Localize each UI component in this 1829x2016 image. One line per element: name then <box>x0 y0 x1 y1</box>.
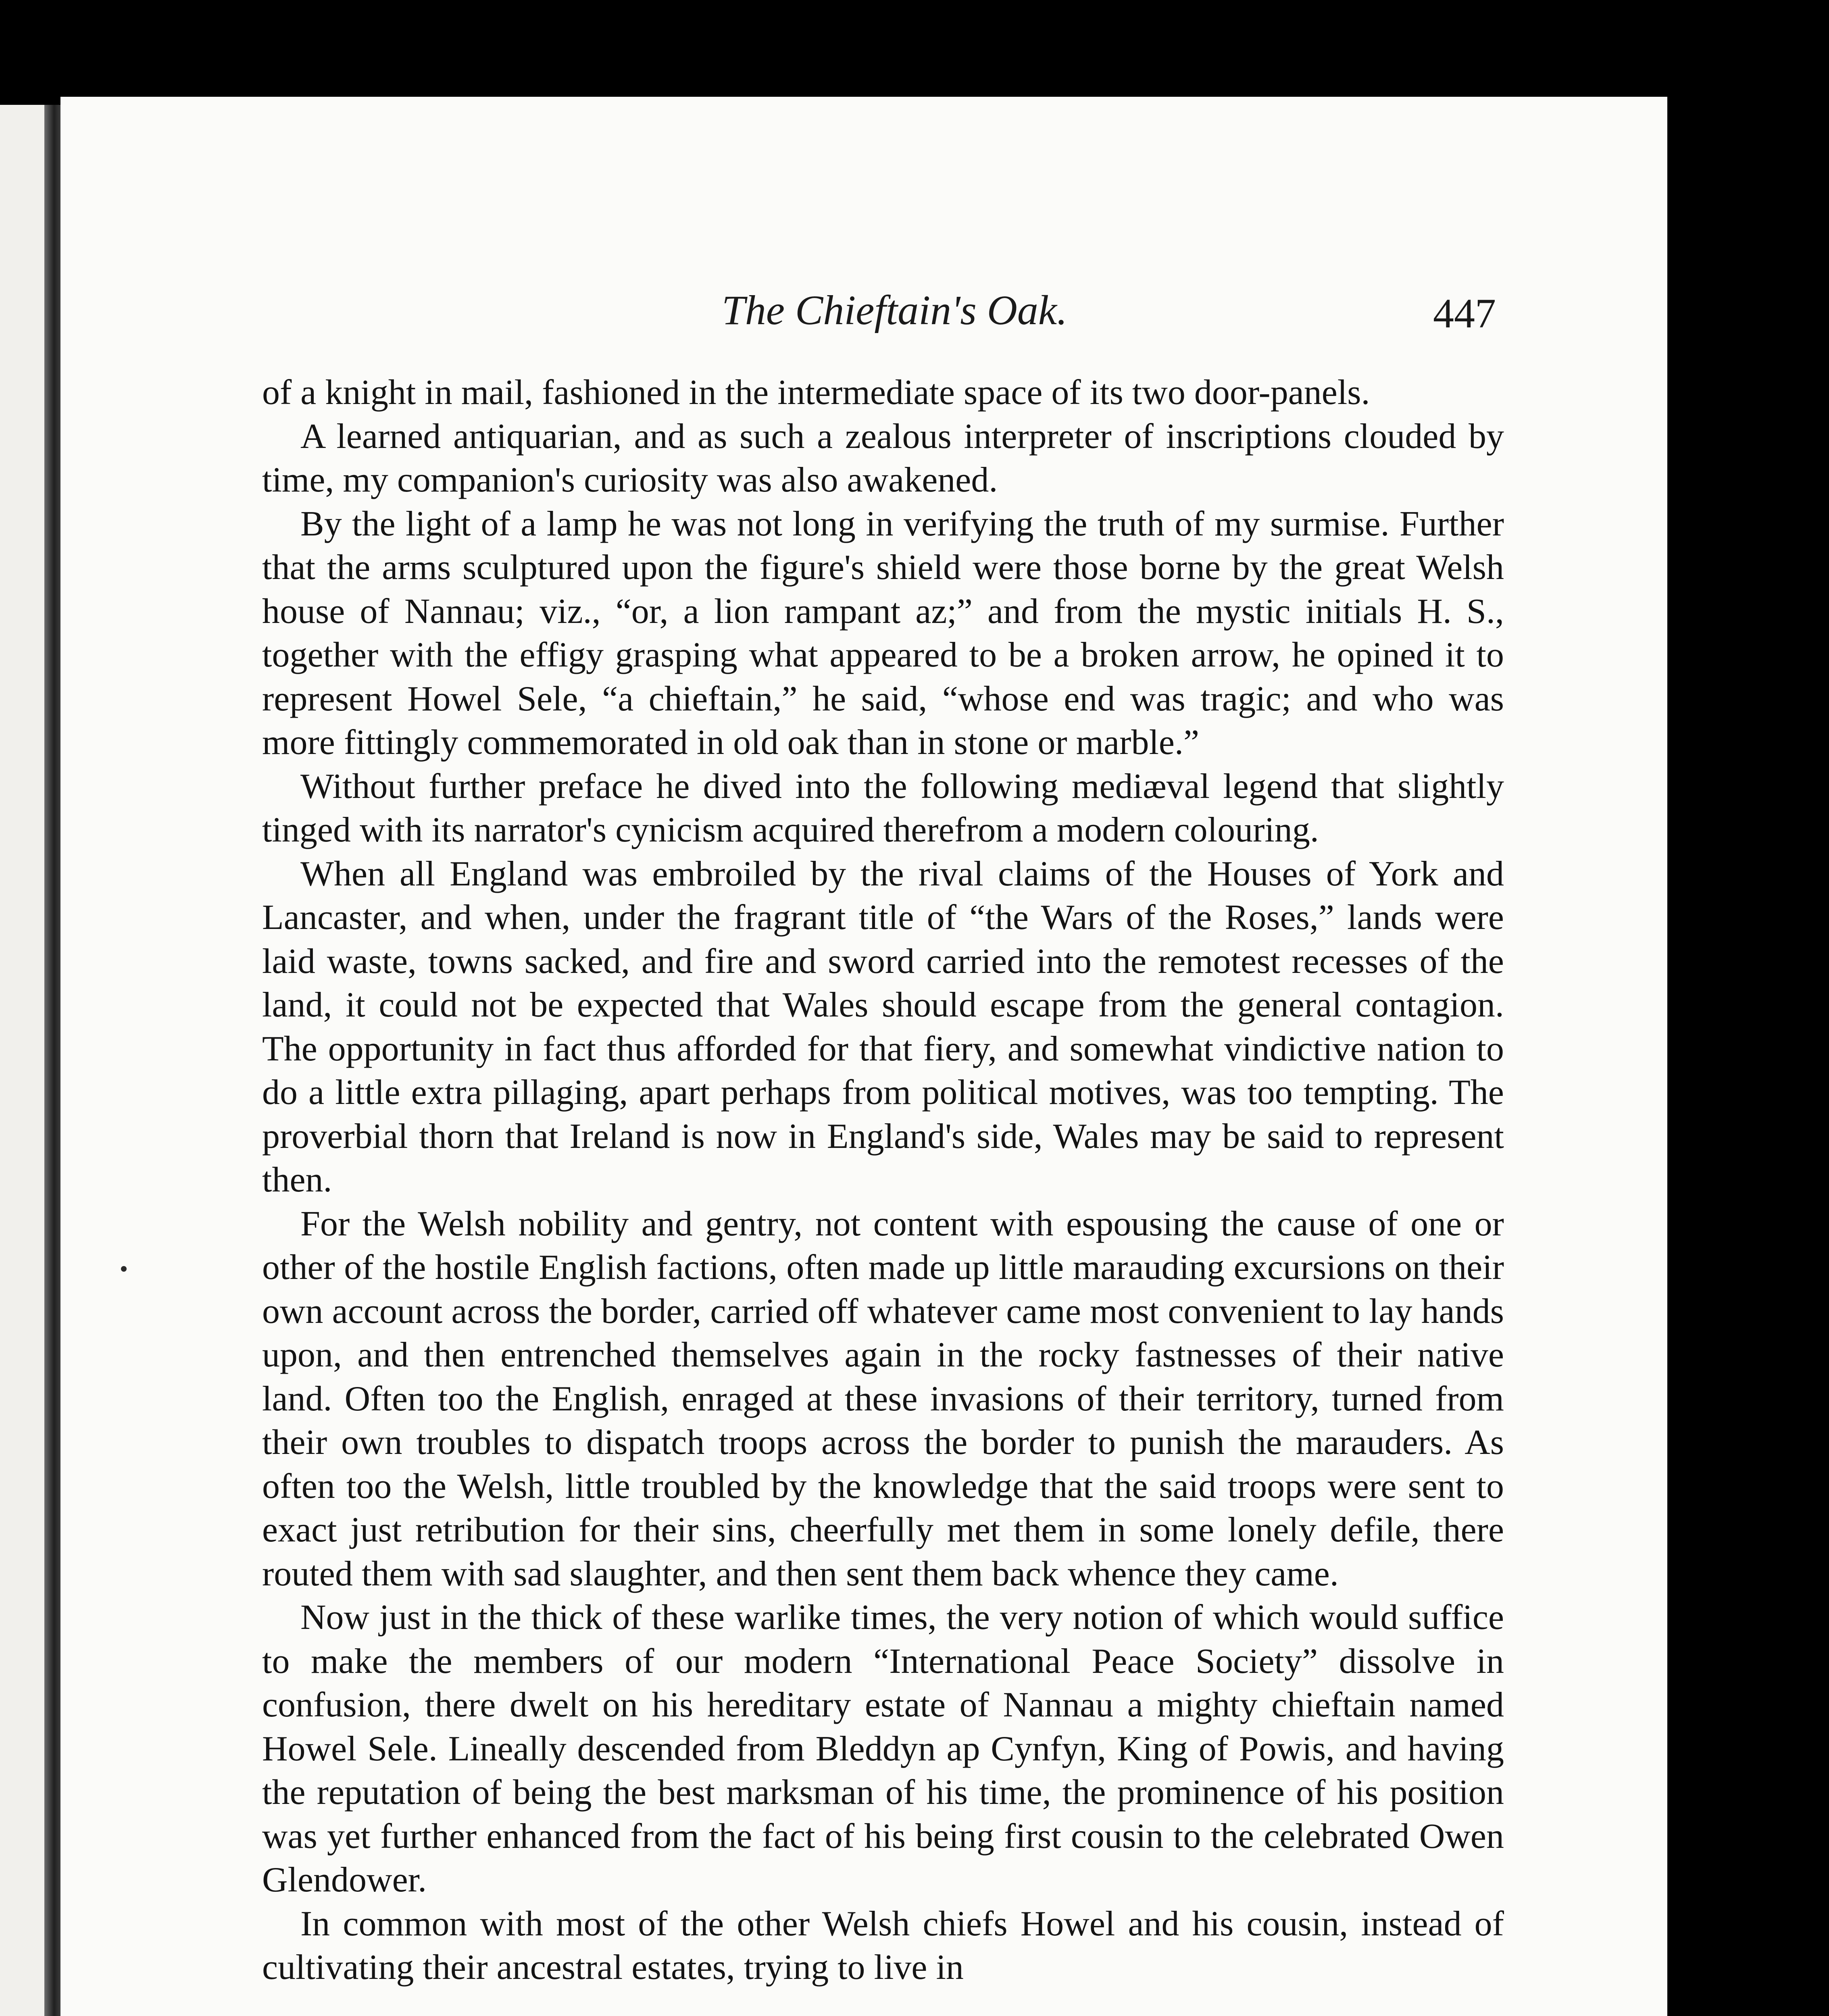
running-head <box>254 286 1496 355</box>
paragraph: Without further preface he dived into the following mediæval legend that slightly tinged with its narrator's cynicism acquired therefrom a modern colouring. <box>262 766 1504 850</box>
page-number: 447 <box>1433 290 1496 337</box>
paragraph: A learned antiquarian, and as such a zealous interpreter of inscriptions clouded by time, my companion's curiosity was also awakened. <box>262 417 1504 500</box>
paragraph-continued: of a knight in mail, fashioned in the intermediate space of its two door-panels. <box>262 373 1370 412</box>
margin-speck <box>121 1266 127 1272</box>
paragraph: Now just in the thick of these warlike times, the very notion of which would suffice to make the members of our modern “International Peace Society” dissolve in confusion, there dwelt on his hereditary estate of Nannau a mighty chieftain named Howel Sele. Lineally descended from Bleddyn ap Cynfyn, King of Powis, and having the reputation of being the best marksman of his time, the prominence of his position was yet further enhanced from the fact of his being first cousin to the celebrated Owen Glendower. <box>262 1598 1504 1899</box>
facing-page-edge <box>0 105 44 2016</box>
book-page <box>60 97 1667 2016</box>
paragraph: By the light of a lamp he was not long in verifying the truth of my surmise. Further that the arms sculptured upon the figure's shield were those borne by the great Welsh house of Nannau; viz., “or, a lion rampant az;” and from the mystic initials H. S., together with the effigy grasping what appeared to be a broken arrow, he opined it to represent Howel Sele, “a chieftain,” he said, “whose end was tragic; and who was more fittingly commemorated in old oak than in stone or marble.” <box>262 504 1504 762</box>
paragraph: When all England was embroiled by the rival claims of the Houses of York and Lancaster, and when, under the fragrant title of “the Wars of the Roses,” lands were laid waste, towns sacked, and fire and sword carried into the remotest recesses of the land, it could not be expected that Wales should escape from the general contagion. The opportunity in fact thus afforded for that fiery, and somewhat vindictive nation to do a little extra pillaging, apart perhaps from political motives, was too tempting. The proverbial thorn that Ireland is now in England's side, Wales may be said to represent then. <box>262 854 1504 1200</box>
paragraph: For the Welsh nobility and gentry, not content with espousing the cause of one or other of the hostile English factions, often made up little marauding excursions on their own account across the border, carried off whatever came most convenient to lay hands upon, and then entrenched themselves again in the rocky fastnesses of their native land. Often too the English, enraged at these invasions of their territory, turned from their own troubles to dispatch troops across the border to punish the marauders. As often too the Welsh, little troubled by the knowledge that the said troops were sent to exact just retribution for their sins, cheerfully met them in some lonely defile, there routed them with sad slaughter, and then sent them back whence they came. <box>262 1204 1504 1593</box>
running-title: The Chieftain's Oak. <box>722 287 1068 333</box>
book-gutter <box>44 105 60 2016</box>
paragraph: In common with most of the other Welsh chiefs Howel and his cousin, instead of cultivating their ancestral estates, trying to live in <box>262 1904 1504 1987</box>
body-text <box>262 371 1504 1990</box>
